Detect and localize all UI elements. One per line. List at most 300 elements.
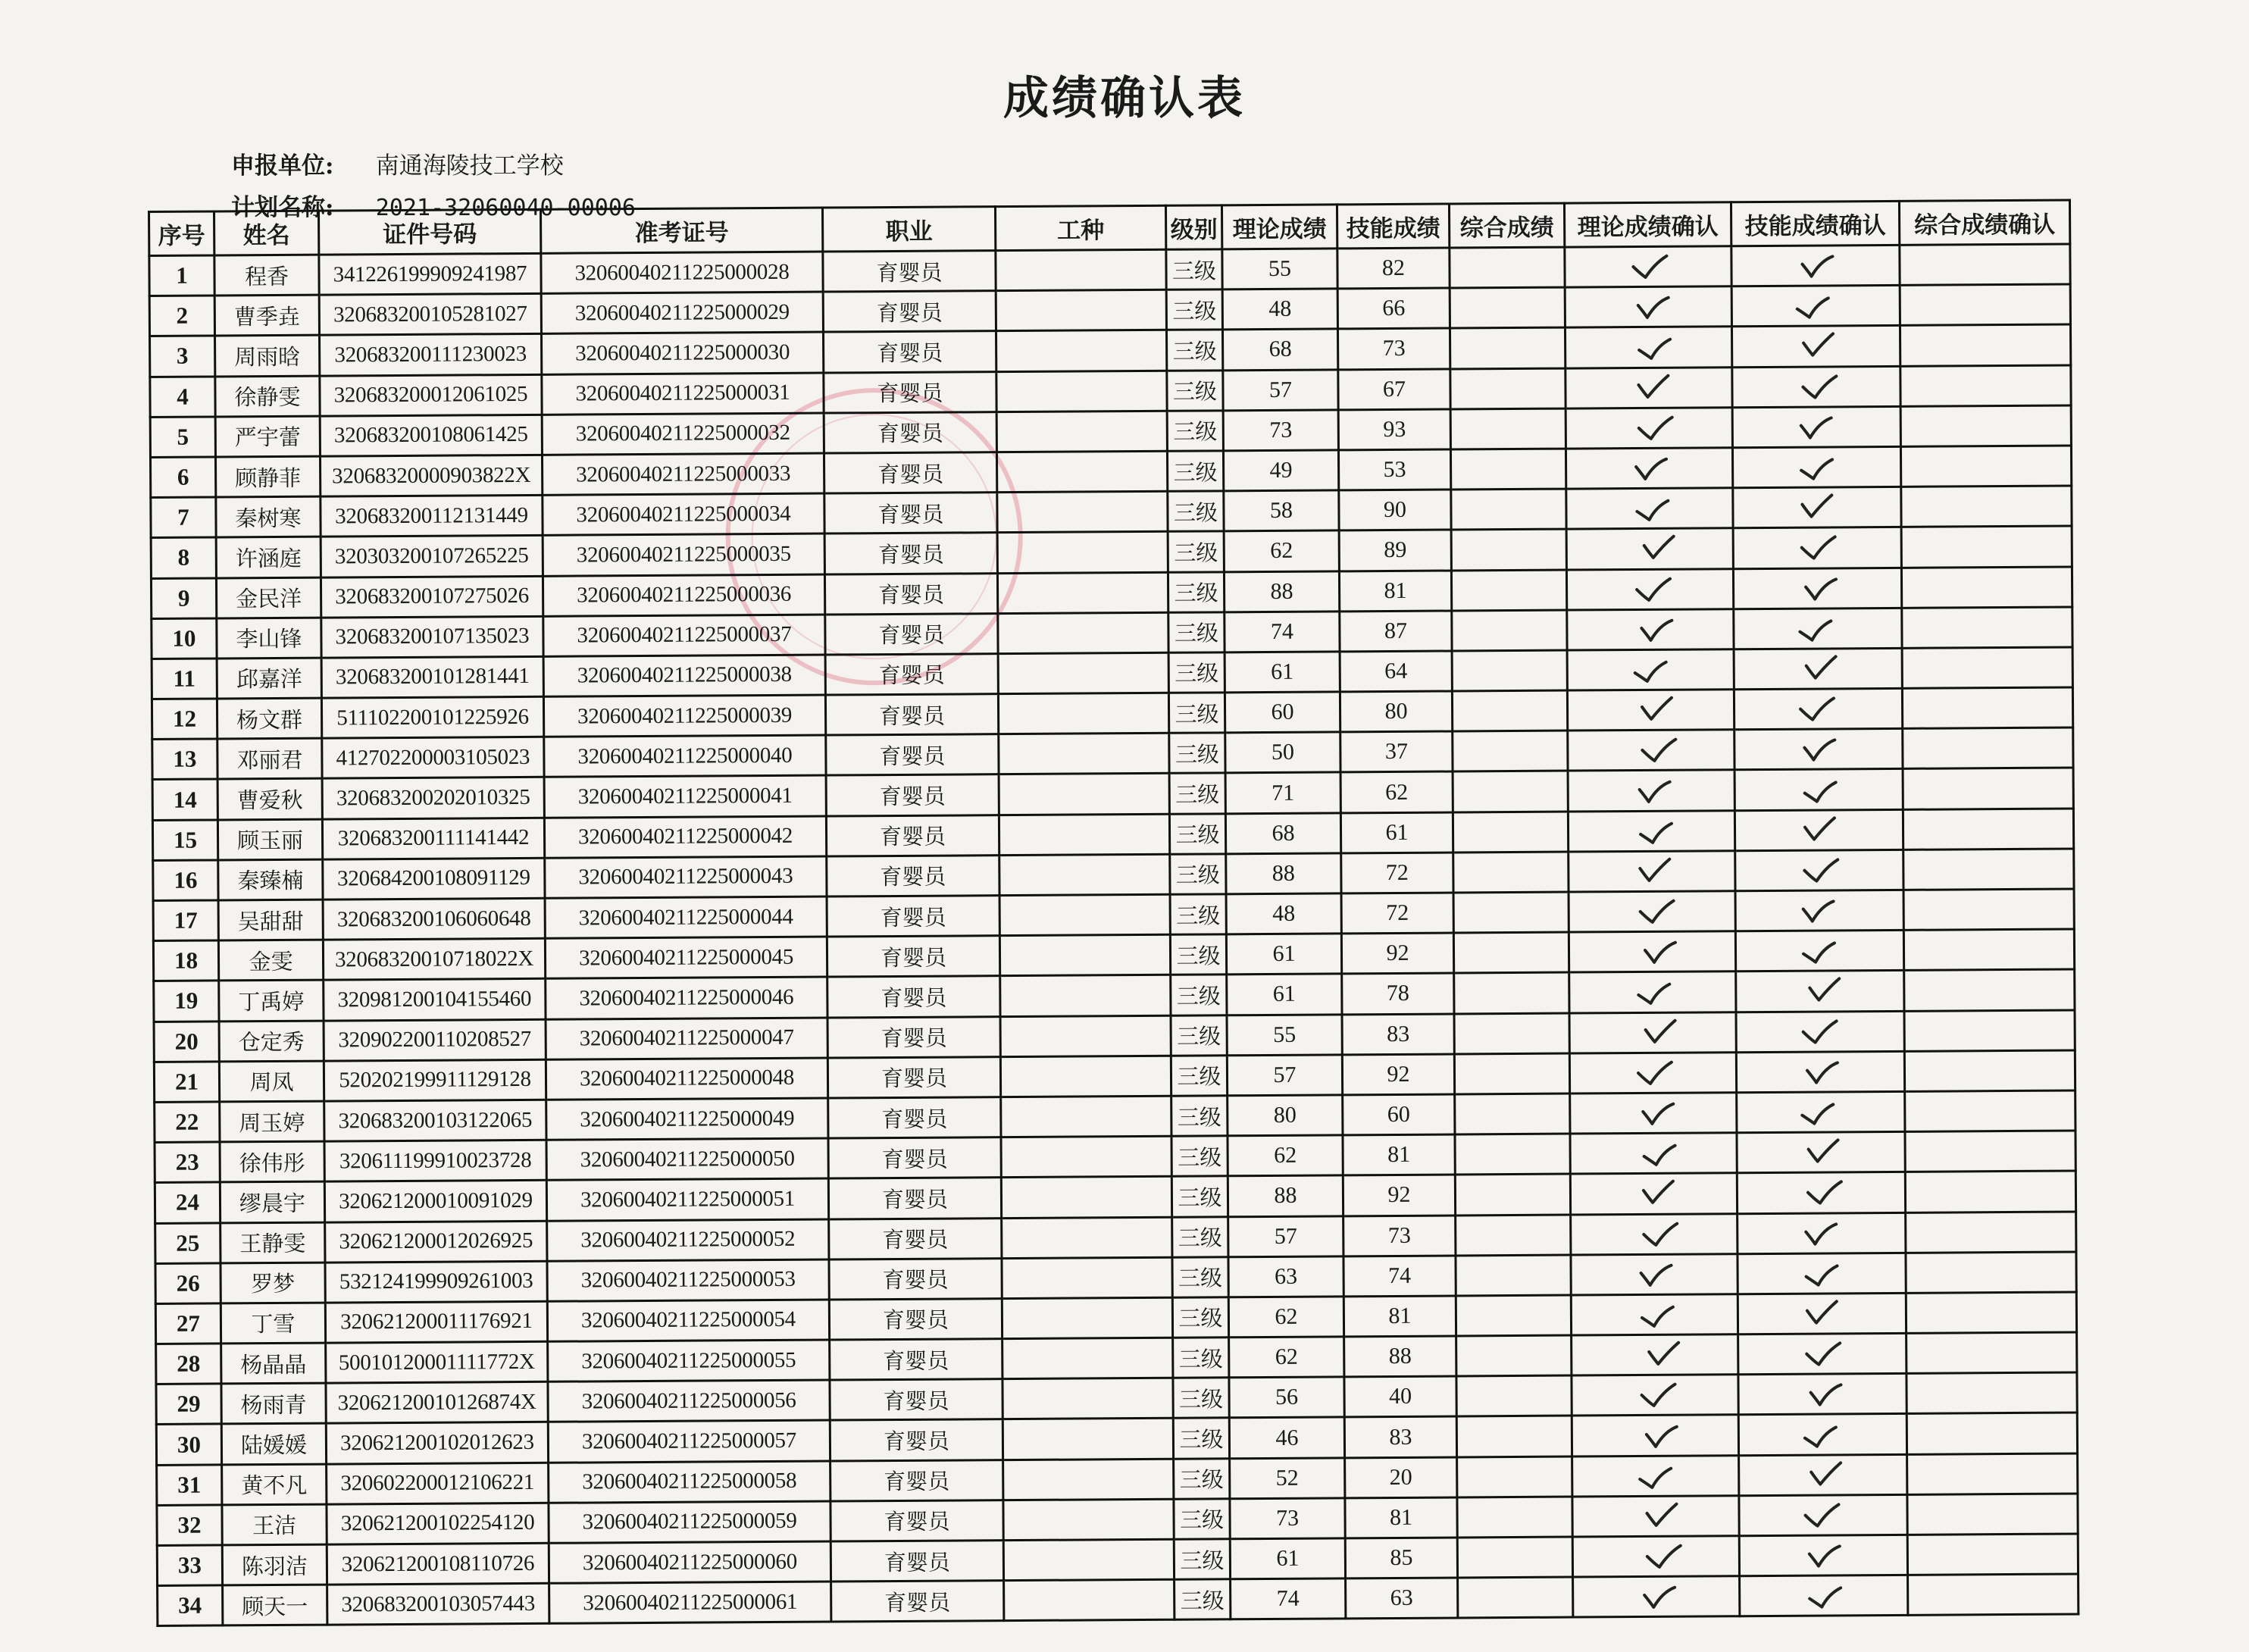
theory-score-cell: 62 — [1224, 530, 1339, 571]
theory-confirm-cell — [1572, 1334, 1738, 1376]
id-number-cell: 320683200103122065 — [324, 1100, 546, 1141]
overall-score-cell — [1454, 1053, 1569, 1094]
row-number-cell: 5 — [150, 417, 215, 458]
row-number-cell: 30 — [156, 1424, 221, 1465]
occupation-cell: 育婴员 — [827, 855, 999, 896]
id-number-cell: 32068320000903822X — [320, 455, 542, 496]
job-type-cell — [999, 774, 1169, 815]
check-mark-icon — [1636, 980, 1674, 1006]
theory-score-cell: 61 — [1230, 1538, 1345, 1579]
check-mark-icon — [1807, 1584, 1845, 1610]
theory-confirm-cell — [1569, 891, 1735, 933]
overall-score-cell — [1453, 852, 1569, 893]
row-number-cell: 27 — [155, 1303, 221, 1344]
total-confirm-cell — [1907, 1534, 2078, 1575]
overall-score-cell — [1451, 570, 1566, 611]
total-confirm-cell — [1900, 405, 2071, 447]
theory-score-cell: 55 — [1222, 249, 1337, 289]
theory-score-cell: 52 — [1230, 1458, 1345, 1499]
exam-ticket-number-cell: 32060040211225000041 — [544, 775, 826, 817]
total-confirm-cell — [1907, 1494, 2078, 1535]
skill-confirm-cell — [1735, 890, 1903, 931]
job-type-cell — [1004, 1579, 1175, 1621]
theory-confirm-cell — [1571, 1213, 1738, 1255]
applicant-unit-value: 南通海陵技工学校 — [375, 152, 564, 180]
row-number-cell: 22 — [155, 1102, 220, 1143]
check-mark-icon — [1637, 537, 1675, 562]
occupation-cell: 育婴员 — [824, 533, 997, 574]
occupation-cell: 育婴员 — [827, 1056, 1000, 1098]
check-mark-icon — [1805, 1463, 1843, 1488]
exam-ticket-number-cell: 32060040211225000035 — [543, 533, 824, 575]
id-number-cell: 320683200202010325 — [322, 778, 544, 819]
check-mark-icon — [1641, 1222, 1678, 1247]
candidate-name-cell: 周雨晗 — [215, 335, 320, 376]
level-cell: 三级 — [1172, 1297, 1228, 1338]
theory-confirm-cell — [1566, 488, 1733, 530]
skill-confirm-cell — [1732, 406, 1900, 448]
skill-score-cell: 73 — [1337, 328, 1450, 369]
job-type-cell — [997, 491, 1168, 533]
occupation-cell: 育婴员 — [829, 1258, 1002, 1300]
candidate-name-cell: 丁雪 — [221, 1303, 325, 1344]
job-type-cell — [998, 652, 1168, 694]
job-type-cell — [1002, 1257, 1172, 1299]
overall-score-cell — [1455, 1094, 1570, 1134]
check-mark-icon — [1797, 334, 1835, 360]
level-cell: 三级 — [1170, 934, 1226, 975]
skill-score-cell: 64 — [1340, 651, 1452, 692]
check-mark-icon — [1637, 335, 1675, 361]
level-cell: 三级 — [1171, 1015, 1227, 1056]
id-number-cell: 320602200012106221 — [327, 1463, 549, 1504]
total-confirm-cell — [1904, 969, 2075, 1011]
theory-score-cell: 60 — [1225, 692, 1340, 733]
exam-ticket-number-cell: 32060040211225000042 — [544, 816, 826, 858]
check-mark-icon — [1639, 1020, 1677, 1046]
id-number-cell: 320683200101281441 — [321, 656, 543, 698]
skill-score-cell: 92 — [1341, 933, 1453, 974]
job-type-cell — [1003, 1338, 1173, 1379]
check-mark-icon — [1630, 255, 1668, 280]
occupation-cell: 育婴员 — [830, 1460, 1003, 1501]
level-cell: 三级 — [1166, 249, 1222, 290]
theory-score-cell: 74 — [1231, 1578, 1346, 1619]
total-confirm-cell — [1902, 647, 2072, 689]
occupation-cell: 育婴员 — [824, 493, 997, 534]
check-mark-icon — [1640, 940, 1678, 965]
skill-score-cell: 74 — [1343, 1256, 1456, 1297]
page-title: 成绩确认表 — [1003, 72, 1246, 125]
check-mark-icon — [1800, 1100, 1838, 1125]
theory-confirm-cell — [1569, 931, 1735, 973]
check-mark-icon — [1797, 253, 1835, 279]
total-confirm-cell — [1901, 486, 2072, 527]
row-number-cell: 4 — [150, 377, 215, 418]
exam-ticket-number-cell: 32060040211225000031 — [542, 373, 824, 415]
exam-ticket-number-cell: 32060040211225000032 — [542, 413, 824, 455]
exam-ticket-number-cell: 32060040211225000052 — [547, 1219, 829, 1261]
skill-score-cell: 72 — [1341, 853, 1453, 893]
exam-ticket-number-cell: 32060040211225000034 — [543, 493, 824, 535]
total-confirm-cell — [1903, 727, 2073, 769]
overall-score-cell — [1451, 489, 1566, 530]
row-number-cell: 12 — [152, 699, 217, 740]
total-confirm-cell — [1904, 1050, 2075, 1092]
total-confirm-cell — [1907, 1453, 2078, 1495]
check-mark-icon — [1801, 858, 1839, 884]
id-number-cell: 32068320010718022X — [323, 939, 545, 981]
theory-confirm-cell — [1569, 1052, 1736, 1094]
skill-score-cell: 83 — [1344, 1416, 1456, 1457]
exam-ticket-number-cell: 32060040211225000046 — [546, 977, 827, 1018]
check-mark-icon — [1638, 1101, 1676, 1127]
job-type-cell — [998, 612, 1168, 654]
exam-ticket-number-cell: 32060040211225000028 — [541, 252, 823, 293]
check-mark-icon — [1803, 1342, 1841, 1368]
job-type-cell — [999, 734, 1169, 775]
level-cell: 三级 — [1171, 1056, 1227, 1097]
skill-confirm-cell — [1734, 608, 1902, 649]
theory-score-cell: 48 — [1222, 289, 1337, 330]
candidate-name-cell: 黄不凡 — [222, 1464, 327, 1505]
total-confirm-cell — [1900, 244, 2070, 286]
id-number-cell: 320683200012061025 — [320, 374, 542, 416]
column-header: 综合成绩 — [1449, 203, 1564, 248]
exam-ticket-number-cell: 32060040211225000039 — [543, 695, 825, 737]
level-cell: 三级 — [1174, 1458, 1230, 1499]
check-mark-icon — [1634, 778, 1672, 804]
overall-score-cell — [1455, 1174, 1570, 1215]
candidate-name-cell: 周玉婷 — [220, 1101, 324, 1142]
row-number-cell: 11 — [152, 659, 217, 699]
theory-score-cell: 88 — [1226, 853, 1341, 894]
candidate-name-cell: 周凤 — [219, 1061, 324, 1102]
candidate-name-cell: 秦臻楠 — [218, 859, 323, 900]
column-header: 序号 — [149, 211, 214, 256]
job-type-cell — [1002, 1217, 1172, 1259]
check-mark-icon — [1800, 576, 1838, 602]
skill-confirm-cell — [1739, 1454, 1907, 1496]
job-type-cell — [1002, 1297, 1172, 1339]
skill-confirm-cell — [1733, 487, 1901, 528]
id-number-cell: 320683200107135023 — [321, 616, 543, 658]
job-type-cell — [996, 371, 1167, 412]
candidate-name-cell: 杨晶晶 — [221, 1343, 326, 1384]
level-cell: 三级 — [1169, 813, 1225, 854]
applicant-unit-label: 申报单位: — [231, 152, 334, 180]
id-number-cell: 341226199909241987 — [319, 253, 541, 295]
skill-confirm-cell — [1734, 688, 1902, 730]
column-header: 技能成绩 — [1337, 204, 1449, 249]
total-confirm-cell — [1901, 526, 2072, 568]
id-number-cell: 320981200104155460 — [324, 979, 546, 1021]
level-cell: 三级 — [1173, 1338, 1229, 1378]
job-type-cell — [996, 249, 1166, 291]
exam-ticket-number-cell: 32060040211225000058 — [549, 1461, 830, 1503]
skill-score-cell: 88 — [1344, 1336, 1456, 1377]
theory-score-cell: 63 — [1228, 1256, 1343, 1297]
candidate-name-cell: 许涵庭 — [216, 537, 321, 577]
total-confirm-cell — [1906, 1292, 2076, 1334]
row-number-cell: 14 — [152, 779, 217, 820]
level-cell: 三级 — [1171, 1176, 1228, 1217]
check-mark-icon — [1799, 455, 1837, 480]
theory-confirm-cell — [1567, 690, 1734, 731]
level-cell: 三级 — [1170, 894, 1226, 935]
check-mark-icon — [1802, 1503, 1840, 1528]
theory-score-cell: 55 — [1227, 1014, 1342, 1055]
exam-ticket-number-cell: 32060040211225000048 — [546, 1058, 827, 1100]
total-confirm-cell — [1903, 768, 2073, 809]
skill-confirm-cell — [1737, 1131, 1905, 1173]
level-cell: 三级 — [1173, 1418, 1229, 1459]
level-cell: 三级 — [1168, 693, 1225, 734]
check-mark-icon — [1638, 1383, 1676, 1409]
check-mark-icon — [1637, 1463, 1675, 1489]
exam-ticket-number-cell: 32060040211225000030 — [542, 332, 824, 374]
theory-score-cell: 61 — [1225, 652, 1340, 693]
applicant-unit — [231, 146, 564, 180]
row-number-cell: 25 — [155, 1222, 221, 1263]
occupation-cell: 育婴员 — [828, 1097, 1001, 1139]
total-confirm-cell — [1904, 1010, 2075, 1052]
theory-score-cell: 80 — [1228, 1095, 1343, 1136]
skill-score-cell: 66 — [1337, 288, 1450, 329]
id-number-cell: 50010120001111772X — [326, 1341, 548, 1383]
theory-score-cell: 62 — [1229, 1337, 1344, 1378]
check-mark-icon — [1803, 979, 1841, 1005]
exam-ticket-number-cell: 32060040211225000037 — [543, 615, 825, 656]
candidate-name-cell: 曹季垚 — [214, 295, 319, 336]
job-type-cell — [999, 934, 1170, 976]
overall-score-cell — [1456, 1375, 1572, 1416]
total-confirm-cell — [1905, 1090, 2075, 1132]
candidate-name-cell: 丁禹婷 — [219, 980, 324, 1021]
skill-confirm-cell — [1735, 849, 1903, 891]
theory-score-cell: 57 — [1223, 369, 1338, 410]
check-mark-icon — [1800, 374, 1838, 400]
id-number-cell: 32062120010126874X — [326, 1382, 548, 1424]
theory-confirm-cell — [1566, 528, 1733, 570]
total-confirm-cell — [1906, 1211, 2076, 1253]
theory-confirm-cell — [1568, 770, 1734, 812]
row-number-cell: 10 — [152, 618, 217, 659]
check-mark-icon — [1804, 1181, 1842, 1206]
skill-confirm-cell — [1734, 648, 1902, 690]
id-number-cell: 320303200107265225 — [321, 536, 543, 577]
theory-score-cell: 57 — [1227, 1055, 1342, 1096]
row-number-cell: 6 — [150, 457, 215, 498]
job-type-cell — [999, 894, 1170, 936]
level-cell: 三级 — [1168, 652, 1225, 693]
id-number-cell: 320683200106060648 — [323, 898, 545, 940]
check-mark-icon — [1798, 536, 1836, 562]
level-cell: 三级 — [1167, 451, 1223, 492]
check-mark-icon — [1639, 1303, 1677, 1328]
occupation-cell: 育婴员 — [830, 1419, 1003, 1461]
total-confirm-cell — [1903, 929, 2074, 971]
exam-ticket-number-cell: 32060040211225000047 — [546, 1018, 827, 1059]
total-confirm-cell — [1905, 1131, 2075, 1172]
candidate-name-cell: 程香 — [214, 255, 319, 296]
skill-confirm-cell — [1738, 1253, 1906, 1294]
theory-confirm-cell — [1570, 1173, 1737, 1215]
id-number-cell: 320683200105281027 — [319, 294, 541, 336]
candidate-name-cell: 王洁 — [222, 1504, 327, 1545]
theory-score-cell: 68 — [1222, 329, 1337, 370]
theory-confirm-cell — [1572, 1536, 1739, 1578]
level-cell: 三级 — [1169, 773, 1225, 814]
skill-score-cell: 81 — [1339, 570, 1451, 611]
plan-name-value: 2021-32060040-00006 — [375, 195, 636, 221]
row-number-cell: 2 — [149, 296, 214, 336]
job-type-cell — [997, 572, 1168, 614]
theory-confirm-cell — [1568, 810, 1734, 852]
job-type-cell — [997, 532, 1168, 574]
check-mark-icon — [1806, 1382, 1844, 1408]
exam-ticket-number-cell: 32060040211225000040 — [544, 735, 826, 777]
level-cell: 三级 — [1171, 1136, 1228, 1177]
exam-ticket-number-cell: 32060040211225000061 — [549, 1582, 831, 1623]
column-header: 技能成绩确认 — [1731, 201, 1899, 246]
exam-ticket-number-cell: 32060040211225000044 — [545, 896, 827, 938]
skill-confirm-cell — [1732, 446, 1900, 488]
check-mark-icon — [1637, 617, 1675, 643]
check-mark-icon — [1799, 818, 1837, 843]
skill-score-cell: 61 — [1340, 812, 1453, 853]
id-number-cell: 320902200110208527 — [324, 1019, 546, 1061]
occupation-cell: 育婴员 — [823, 291, 996, 333]
exam-ticket-number-cell: 32060040211225000053 — [547, 1259, 829, 1301]
overall-score-cell — [1456, 1416, 1572, 1456]
overall-score-cell — [1453, 771, 1568, 812]
overall-score-cell — [1457, 1497, 1572, 1538]
occupation-cell: 育婴员 — [828, 1137, 1001, 1179]
job-type-cell — [996, 411, 1167, 452]
theory-confirm-cell — [1572, 1496, 1739, 1538]
exam-ticket-number-cell: 32060040211225000051 — [546, 1178, 828, 1220]
skill-confirm-cell — [1737, 1172, 1905, 1214]
total-confirm-cell — [1908, 1574, 2079, 1616]
occupation-cell: 育婴员 — [830, 1379, 1003, 1421]
column-header: 姓名 — [214, 211, 319, 255]
row-number-cell: 29 — [156, 1384, 221, 1425]
overall-score-cell — [1454, 1013, 1569, 1054]
level-cell: 三级 — [1168, 571, 1224, 612]
skill-score-cell: 85 — [1345, 1538, 1457, 1578]
overall-score-cell — [1456, 1255, 1571, 1296]
check-mark-icon — [1797, 415, 1835, 440]
check-mark-icon — [1634, 859, 1672, 885]
exam-ticket-number-cell: 32060040211225000033 — [542, 453, 824, 495]
skill-score-cell: 81 — [1343, 1134, 1455, 1175]
skill-confirm-cell — [1734, 769, 1903, 811]
total-confirm-cell — [1906, 1372, 2077, 1414]
job-type-cell — [996, 451, 1167, 493]
column-header: 理论成绩 — [1221, 205, 1337, 249]
total-confirm-cell — [1905, 1171, 2075, 1212]
skill-confirm-cell — [1731, 286, 1900, 327]
exam-ticket-number-cell: 32060040211225000043 — [545, 856, 827, 898]
exam-ticket-number-cell: 32060040211225000049 — [546, 1098, 828, 1140]
row-number-cell: 23 — [155, 1142, 220, 1183]
candidate-name-cell: 罗梦 — [221, 1262, 325, 1303]
skill-confirm-cell — [1737, 1091, 1905, 1133]
occupation-cell: 育婴员 — [823, 251, 996, 293]
level-cell: 三级 — [1166, 289, 1222, 330]
id-number-cell: 520202199911129128 — [324, 1059, 546, 1101]
theory-confirm-cell — [1569, 851, 1735, 893]
check-mark-icon — [1640, 1585, 1678, 1610]
check-mark-icon — [1644, 1544, 1681, 1570]
skill-score-cell: 20 — [1345, 1457, 1457, 1498]
theory-score-cell: 68 — [1225, 813, 1340, 854]
skill-score-cell: 62 — [1340, 771, 1453, 812]
occupation-cell: 育婴员 — [827, 976, 1000, 1018]
overall-score-cell — [1454, 972, 1569, 1013]
skill-confirm-cell — [1736, 1011, 1904, 1053]
check-mark-icon — [1637, 1181, 1675, 1207]
check-mark-icon — [1639, 738, 1677, 764]
theory-confirm-cell — [1573, 1576, 1740, 1618]
row-number-cell: 31 — [157, 1465, 222, 1506]
plan-name-label: 计划名称: — [231, 194, 334, 221]
check-mark-icon — [1631, 456, 1669, 482]
row-number-cell: 13 — [152, 739, 217, 780]
theory-confirm-cell — [1571, 1294, 1738, 1336]
job-type-cell — [1003, 1499, 1174, 1541]
occupation-cell: 育婴员 — [825, 613, 998, 655]
candidate-name-cell: 邱嘉洋 — [217, 658, 321, 699]
skill-confirm-cell — [1738, 1374, 1906, 1416]
exam-ticket-number-cell: 32060040211225000029 — [541, 292, 823, 333]
theory-confirm-cell — [1568, 730, 1734, 771]
skill-confirm-cell — [1738, 1333, 1906, 1375]
occupation-cell: 育婴员 — [827, 896, 999, 937]
occupation-cell: 育婴员 — [831, 1581, 1004, 1622]
overall-score-cell — [1456, 1335, 1572, 1376]
candidate-name-cell: 陆媛媛 — [221, 1424, 326, 1465]
total-confirm-cell — [1900, 365, 2071, 407]
check-mark-icon — [1800, 656, 1838, 682]
theory-confirm-cell — [1566, 568, 1733, 610]
skill-confirm-cell — [1733, 568, 1901, 609]
overall-score-cell — [1450, 247, 1565, 288]
skill-score-cell: 53 — [1338, 449, 1450, 490]
skill-score-cell: 92 — [1343, 1175, 1455, 1216]
check-mark-icon — [1643, 1343, 1681, 1369]
job-type-cell — [1003, 1378, 1173, 1420]
id-number-cell: 320683200111230023 — [320, 334, 542, 376]
theory-confirm-cell — [1567, 609, 1734, 650]
skill-confirm-cell — [1732, 366, 1900, 408]
skill-score-cell: 87 — [1340, 611, 1452, 652]
total-confirm-cell — [1906, 1413, 2077, 1454]
skill-score-cell: 73 — [1343, 1215, 1456, 1256]
skill-score-cell: 37 — [1340, 731, 1453, 772]
column-header: 综合成绩确认 — [1899, 200, 2069, 245]
id-number-cell: 320621200011176921 — [325, 1301, 547, 1343]
check-mark-icon — [1803, 1422, 1841, 1448]
row-number-cell: 33 — [157, 1545, 222, 1586]
candidate-name-cell: 金雯 — [218, 940, 323, 981]
row-number-cell: 16 — [153, 860, 218, 901]
job-type-cell — [1001, 1096, 1171, 1137]
total-confirm-cell — [1903, 809, 2073, 850]
candidate-name-cell: 李山锋 — [217, 618, 321, 659]
skill-score-cell: 81 — [1345, 1497, 1457, 1538]
